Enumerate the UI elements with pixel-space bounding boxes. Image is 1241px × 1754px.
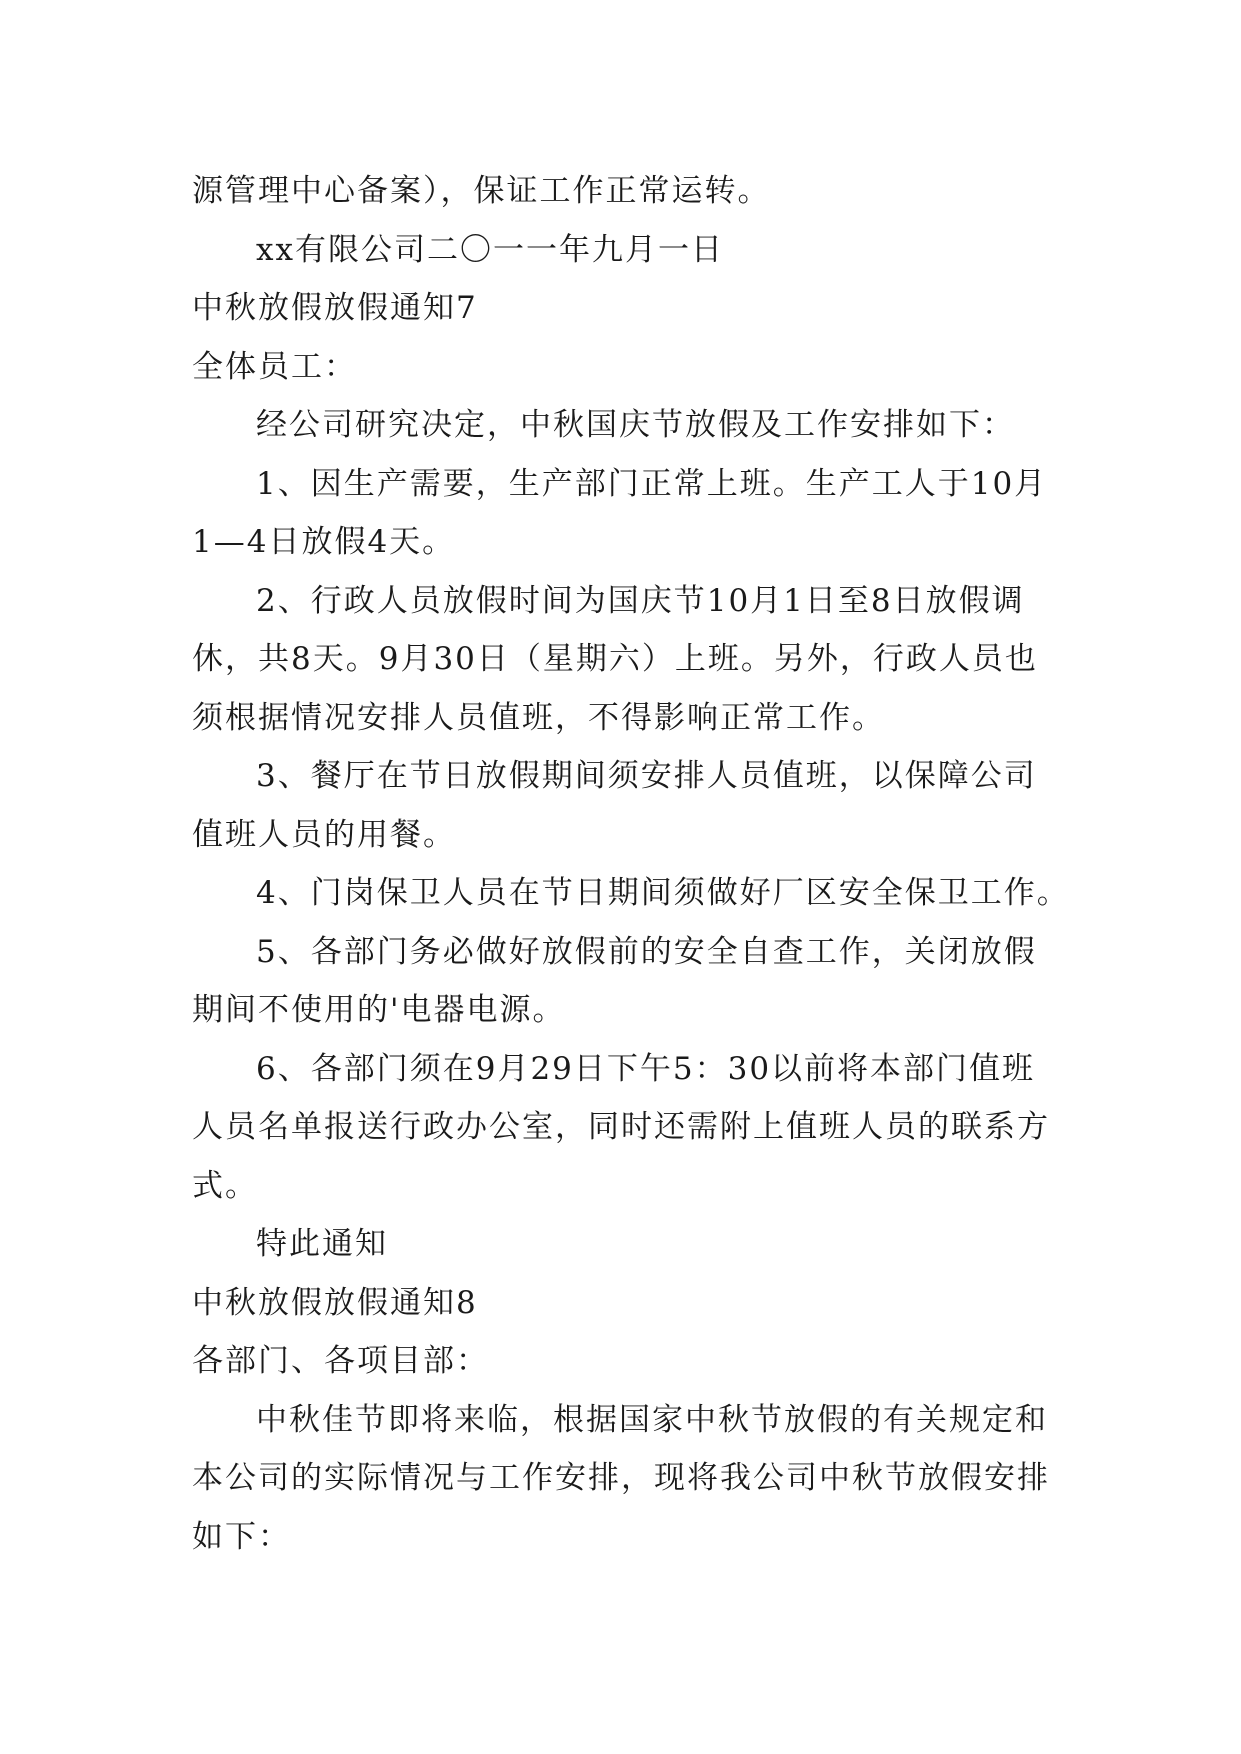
- paragraph-item-6-cont: 人员名单报送行政办公室，同时还需附上值班人员的联系方: [192, 1109, 1050, 1145]
- paragraph-item-6-cont: 式。: [192, 1167, 258, 1204]
- paragraph-item-2: 2、行政人员放假时间为国庆节10月1日至8日放假调: [256, 582, 1025, 619]
- text-line: 源管理中心备案），保证工作正常运转。: [192, 173, 771, 209]
- notice-title-7: 中秋放假放假通知7: [192, 290, 478, 326]
- paragraph-item-6: 6、各部门须在9月29日下午5：30以前将本部门值班: [256, 1050, 1036, 1087]
- paragraph-item-5: 5、各部门务必做好放假前的安全自查工作，关闭放假: [256, 933, 1037, 970]
- paragraph-item-4: 4、门岗保卫人员在节日期间须做好厂区安全保卫工作。: [256, 875, 1070, 911]
- signature-line: xx有限公司二〇一一年九月一日: [256, 231, 724, 268]
- paragraph-item-2-cont: 须根据情况安排人员值班，不得影响正常工作。: [192, 699, 885, 736]
- notice-title-8: 中秋放假放假通知8: [192, 1284, 478, 1321]
- document-body: [192, 162, 1072, 1566]
- paragraph-intro-8-cont: 如下：: [192, 1518, 291, 1555]
- paragraph-item-3-cont: 值班人员的用餐。: [192, 816, 456, 853]
- paragraph-item-3: 3、餐厅在节日放假期间须安排人员值班，以保障公司: [256, 758, 1037, 794]
- paragraph-item-2-cont: 休，共8天。9月30日（星期六）上班。另外，行政人员也: [192, 641, 1038, 677]
- salutation-7: 全体员工：: [192, 348, 357, 385]
- paragraph-intro-8: 中秋佳节即将来临，根据国家中秋节放假的有关规定和: [256, 1401, 1048, 1438]
- salutation-8: 各部门、各项目部：: [192, 1343, 489, 1379]
- paragraph-intro: 经公司研究决定，中秋国庆节放假及工作安排如下：: [256, 407, 1015, 443]
- paragraph-item-1: 1、因生产需要，生产部门正常上班。生产工人于10月: [256, 465, 1048, 502]
- paragraph-item-1-cont: 1—4日放假4天。: [192, 524, 456, 560]
- closing-line: 特此通知: [256, 1226, 388, 1262]
- paragraph-item-5-cont: 期间不使用的'电器电源。: [192, 992, 566, 1028]
- paragraph-intro-8-cont: 本公司的实际情况与工作安排，现将我公司中秋节放假安排: [192, 1460, 1050, 1496]
